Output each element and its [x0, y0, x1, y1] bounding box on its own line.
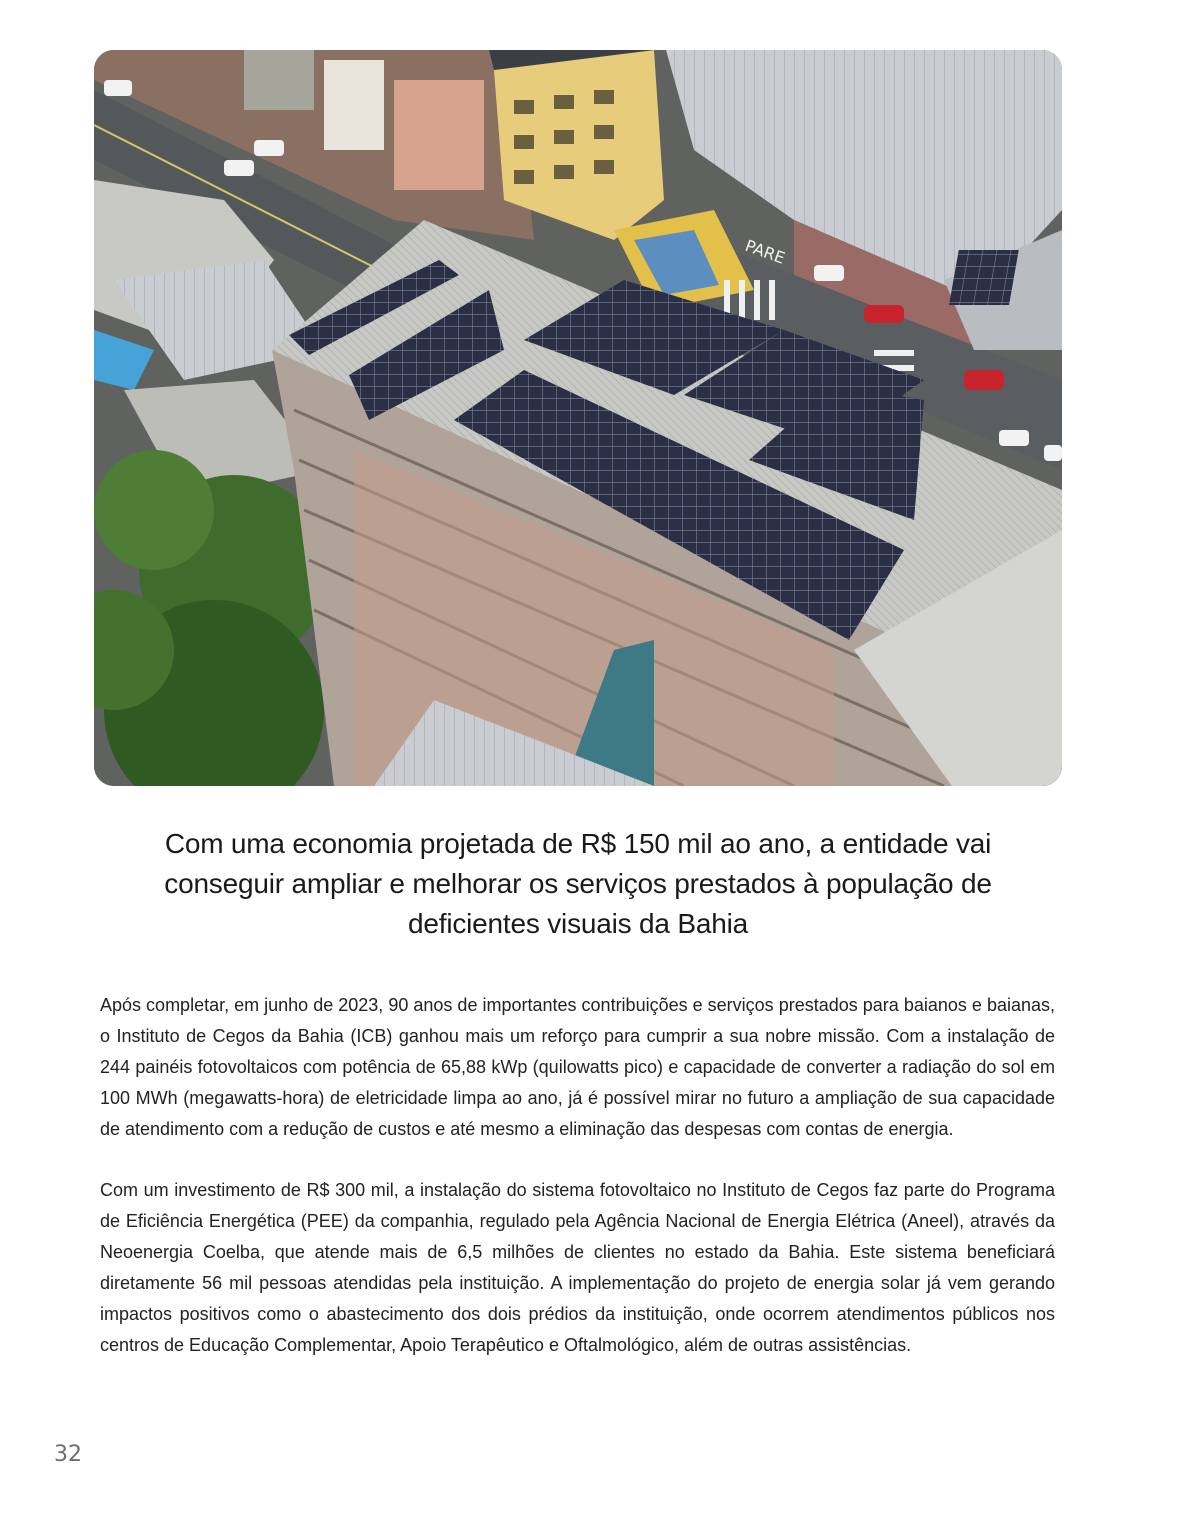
body-paragraph: Com um investimento de R$ 300 mil, a instalação do sistema fotovoltaico no Instituto de Cegos faz parte do Programa de Eficiência Energética (PEE) da companhia, regulado pela Agência Nacional de Energia Elétrica (Aneel), através da Neoenergia Coelba, que atende mais de 6,5 milhões de clientes no estado da Bahia. Este sistema beneficiará diretamente 56 mil pessoas atendidas pela instituição. A implementação do projeto de energia solar já vem gerando impactos positivos como o abastecimento dos dois prédios da instituição, onde ocorrem atendimentos públicos nos centros de Educação Complementar, Apoio Terapêutico e Oftalmológico, além de outras assistências.	[100, 1180, 1055, 1355]
pull-quote: Com uma economia projetada de R$ 150 mil ao ano, a entidade vai conseguir ampliar e melhorar os serviços prestados à população de deficientes visuais da Bahia	[164, 828, 992, 939]
street-marking-text: PARE	[742, 235, 788, 268]
body-paragraph: Após completar, em junho de 2023, 90 anos de importantes contribuições e serviços prestados para baianos e baianas, o Instituto de Cegos da Bahia (ICB) ganhou mais um reforço para cumprir a sua nobre missão. Com a instalação de 244 painéis fotovoltaicos com potência de 65,88 kWp (quilowatts pico) e capacidade de converter a radiação do sol em 100 MWh (megawatts-hora) de eletricidade limpa ao ano, já é possível mirar no futuro a ampliação de sua capacidade de atendimento com a redução de custos e até mesmo a eliminação das despesas com contas de energia.	[100, 995, 1055, 1139]
article-body	[100, 990, 1055, 1391]
aerial-photo-solar-building	[94, 50, 1062, 786]
page-number: 32	[54, 1442, 82, 1467]
